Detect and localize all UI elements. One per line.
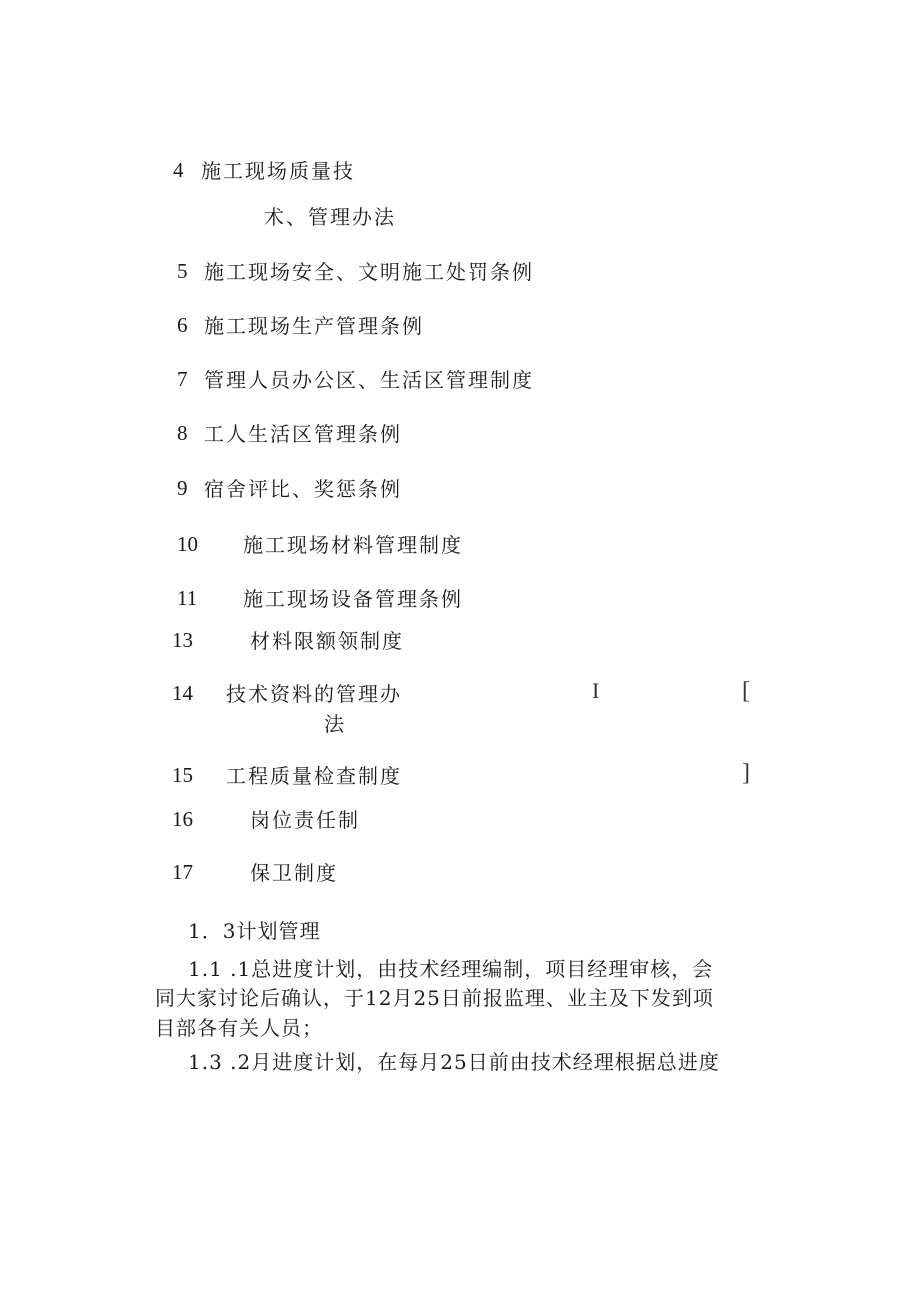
paragraph-line: 目部各有关人员； — [155, 1016, 323, 1040]
list-number: 4 — [173, 158, 184, 182]
paragraph-line: 1.1 .1总进度计划，由技术经理编制，项目经理审核，会 — [188, 957, 714, 981]
list-number: 14 — [172, 681, 193, 705]
list-item-text: 工人生活区管理条例 — [204, 422, 402, 446]
list-item-text: 材料限额领制度 — [250, 629, 404, 653]
bracket-close-mark: ] — [742, 760, 752, 786]
list-item-text: 工程质量检查制度 — [226, 764, 402, 788]
list-item-text: 技术资料的管理办 — [226, 682, 402, 706]
list-number: 10 — [177, 532, 198, 556]
bracket-open-mark: [ — [742, 678, 752, 704]
list-item-text-continued: 法 — [324, 712, 346, 736]
paragraph-line: 1.3 .2月进度计划，在每月25日前由技术经理根据总进度 — [188, 1050, 720, 1074]
section-heading: 1．3计划管理 — [188, 919, 321, 943]
text-cursor-mark: I — [592, 678, 602, 703]
list-item-text: 施工现场材料管理制度 — [243, 533, 463, 557]
list-number: 16 — [172, 807, 193, 831]
list-item-text: 岗位责任制 — [250, 808, 360, 832]
list-number: 6 — [177, 313, 188, 337]
list-number: 7 — [177, 367, 188, 391]
list-item-text: 宿舍评比、奖惩条例 — [204, 477, 402, 501]
list-item-text-continued: 术、管理办法 — [264, 205, 396, 229]
list-item-text: 施工现场生产管理条例 — [204, 314, 424, 338]
paragraph-line: 同大家讨论后确认，于12月25日前报监理、业主及下发到项 — [155, 986, 714, 1010]
list-number: 15 — [172, 763, 193, 787]
list-item-text: 施工现场安全、文明施工处罚条例 — [204, 260, 534, 284]
list-number: 11 — [177, 586, 198, 610]
list-item-text: 施工现场质量技 — [201, 159, 355, 183]
list-number: 17 — [172, 860, 193, 884]
list-item-text: 保卫制度 — [250, 861, 338, 885]
list-item-text: 施工现场设备管理条例 — [243, 587, 463, 611]
list-number: 13 — [172, 628, 193, 652]
list-number: 8 — [177, 421, 188, 445]
list-number: 9 — [177, 476, 188, 500]
list-number: 5 — [177, 259, 188, 283]
list-item-text: 管理人员办公区、生活区管理制度 — [204, 368, 534, 392]
